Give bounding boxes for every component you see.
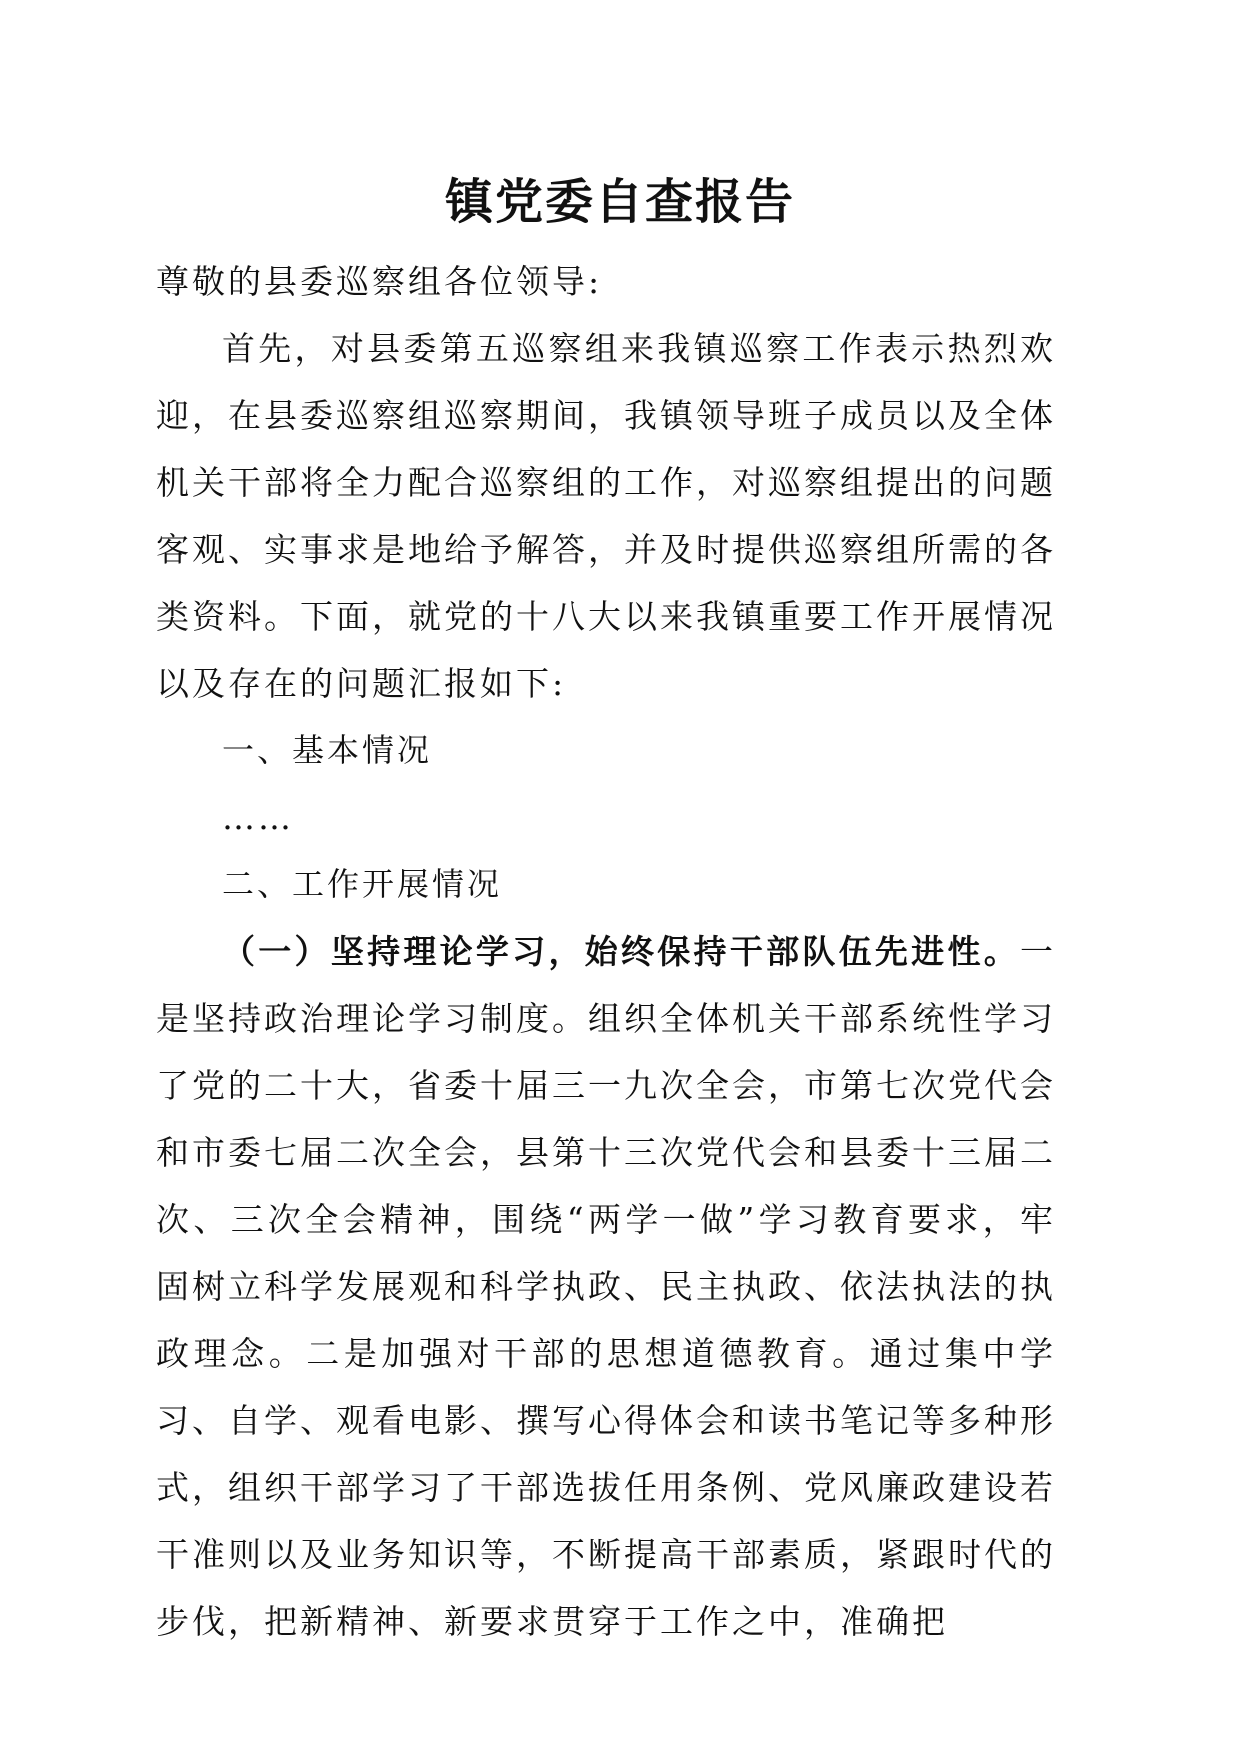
section-ellipsis: …… (222, 798, 294, 837)
subsection-paragraph (156, 918, 1056, 1655)
section-heading-work-progress: 二、工作开展情况 (222, 865, 503, 903)
document-title: 镇党委自查报告 (444, 174, 795, 230)
document-body (156, 248, 1056, 1655)
subsection-text: 一是坚持政治理论学习制度。组织全体机关干部系统性学习了党的二十大，省委十届三一九次全会，市第七次党代会和市委七届二次全会，县第十三次党代会和县委十三届二次、三次全会精神，围绕“两学一做”学习教育要求，牢固树立科学发展观和科学执政、民主执政、依法执法的执政理念。二是加强对干部的思想道德教育。通过集中学习、自学、观看电影、撰写心得体会和读书笔记等多种形式，组织干部学习了干部选拔任用条例、党风廉政建设若干准则以及业务知识等，不断提高干部素质，紧跟时代的步伐，把新精神、新要求贯穿于工作之中，准确把 (156, 932, 1056, 1641)
intro-paragraph: 首先，对县委第五巡察组来我镇巡察工作表示热烈欢迎，在县委巡察组巡察期间，我镇领导班子成员以及全体机关干部将全力配合巡察组的工作，对巡察组提出的问题客观、实事求是地给予解答，并及时提供巡察组所需的各类资料。下面，就党的十八大以来我镇重要工作开展情况以及存在的问题汇报如下: (156, 329, 1056, 703)
subsection-heading: （一）坚持理论学习，始终保持干部队伍先进性。 (222, 932, 1020, 971)
salutation: 尊敬的县委巡察组各位领导: (156, 262, 603, 301)
section-heading-basic-situation: 一、基本情况 (222, 731, 433, 769)
